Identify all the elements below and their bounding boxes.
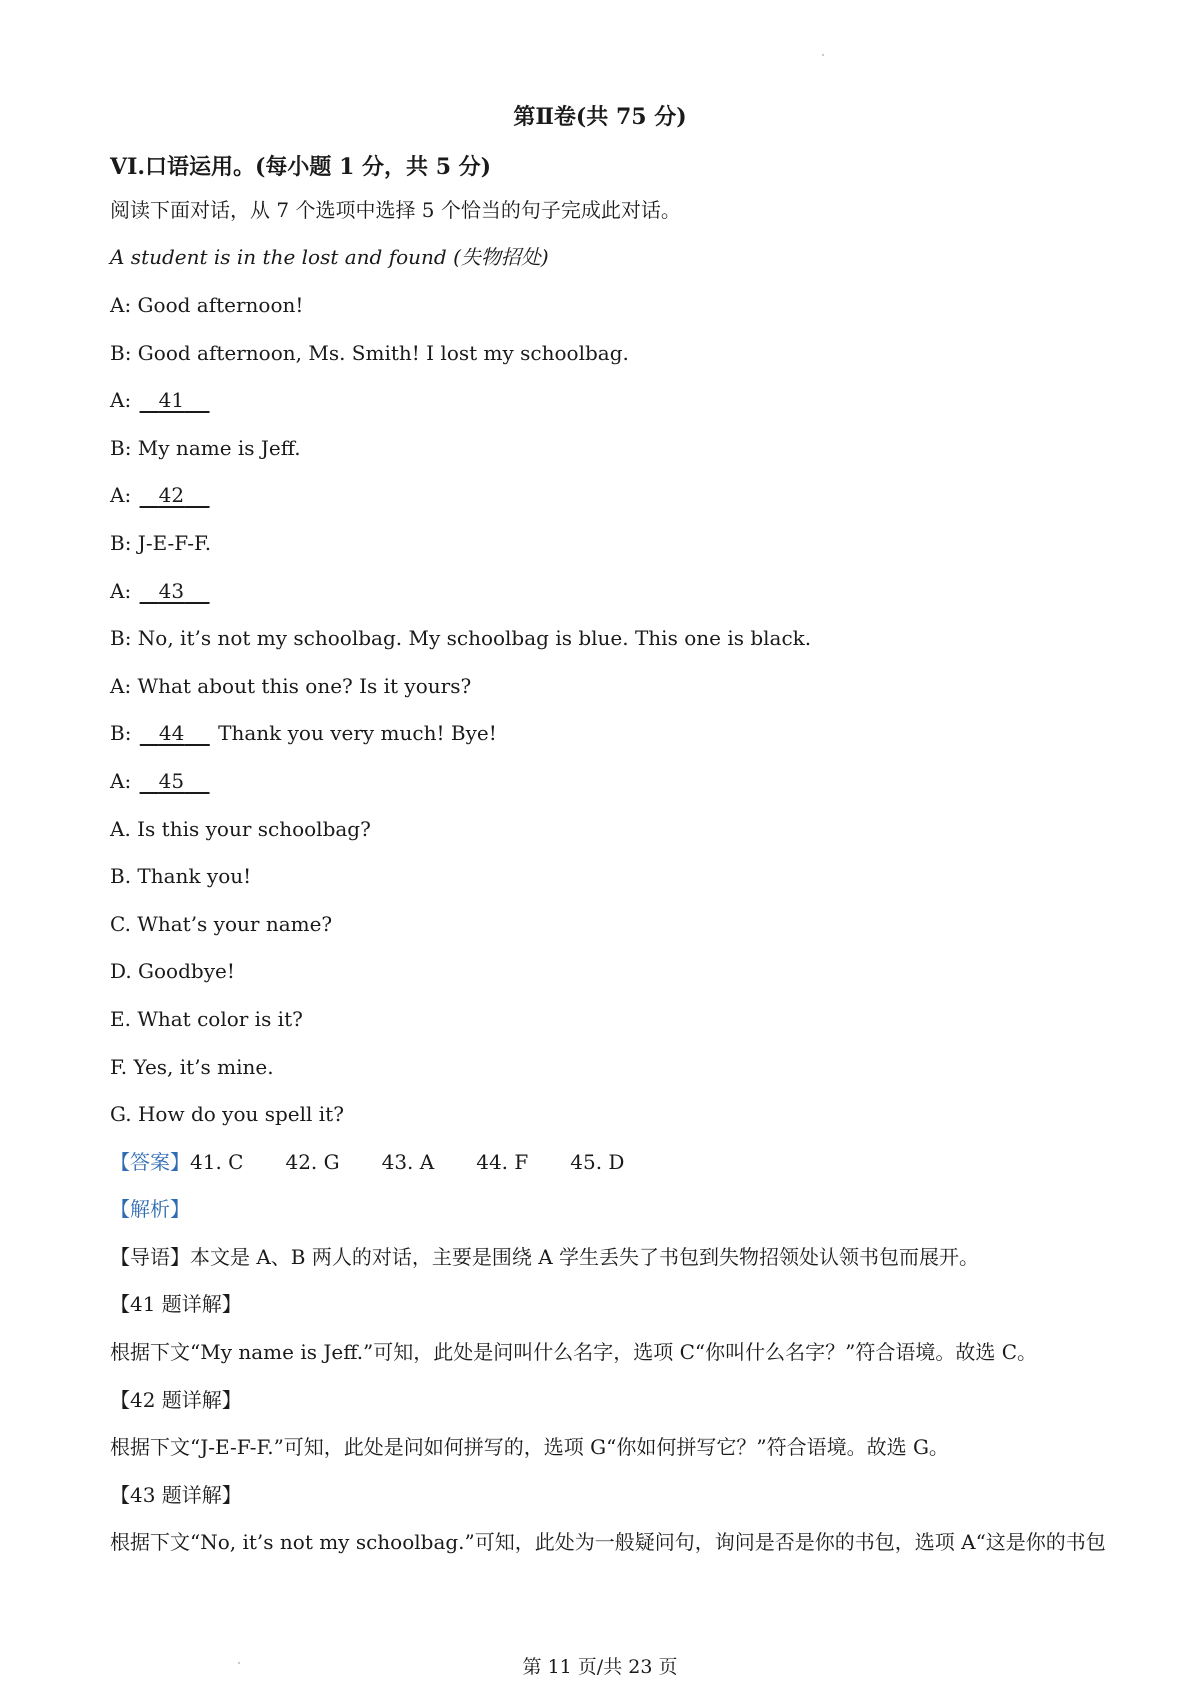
explanation-intro: 【导语】本文是 A、B 两人的对话，主要是围绕 A 学生丢失了书包到失物招领处认领书包而展开。 [110, 1245, 980, 1269]
answer-item: 44. F [476, 1150, 529, 1174]
scan-speck [822, 54, 824, 56]
answer-item: 41. C [190, 1150, 244, 1174]
option-b: B. Thank you! [110, 864, 252, 888]
answer-blank-43: 43 [158, 579, 185, 603]
page-footer: 第 11 页/共 23 页 [522, 1656, 678, 1678]
q42-text: 根据下文“J-E-F-F.”可知，此处是问如何拼写的，选项 G“你如何拼写它？”符合语境。故选 G。 [110, 1435, 949, 1459]
dialogue-text: My name is Jeff. [137, 436, 301, 460]
speaker-label: A: [110, 483, 132, 507]
option-a: A. Is this your schoolbag? [110, 817, 371, 841]
answer-item: 43. A [381, 1150, 435, 1174]
dialogue-text: Thank you very much! Bye! [218, 721, 497, 745]
answer-line [110, 1148, 666, 1176]
part-title: 第Ⅱ卷(共 75 分) [513, 104, 687, 130]
dialogue-line [110, 386, 212, 414]
dialogue-line [110, 434, 301, 462]
dialogue-text: J-E-F-F. [137, 531, 212, 555]
option-c: C. What’s your name? [110, 912, 333, 936]
answer-label: 【答案】 [110, 1150, 190, 1174]
answer-item: 42. G [285, 1150, 340, 1174]
speaker-label: A: [110, 579, 132, 603]
dialogue-line [110, 339, 629, 367]
dialogue-line [110, 719, 497, 747]
dialogue-line [110, 624, 811, 652]
q43-title: 【43 题详解】 [110, 1483, 242, 1507]
speaker-label: A: [110, 674, 132, 698]
answer-blank-42: 42 [158, 483, 185, 507]
option-d: D. Goodbye! [110, 959, 235, 983]
dialogue-context: A student is in the lost and found (失物招处) [110, 245, 549, 269]
option-e: E. What color is it? [110, 1007, 303, 1031]
q41-text: 根据下文“My name is Jeff.”可知，此处是问叫什么名字，选项 C“你叫什么名字？”符合语境。故选 C。 [110, 1340, 1038, 1364]
dialogue-line [110, 672, 471, 700]
dialogue-line [110, 529, 211, 557]
option-f: F. Yes, it’s mine. [110, 1055, 274, 1079]
speaker-label: A: [110, 388, 132, 412]
section-heading: VI.口语运用。(每小题 1 分，共 5 分) [110, 154, 492, 180]
dialogue-line [110, 291, 303, 319]
instruction-text: 阅读下面对话，从 7 个选项中选择 5 个恰当的句子完成此对话。 [110, 198, 681, 222]
speaker-label: B: [110, 531, 132, 555]
answer-blank-41: 41 [158, 388, 185, 412]
dialogue-line [110, 577, 212, 605]
speaker-label: B: [110, 721, 132, 745]
speaker-label: B: [110, 436, 132, 460]
dialogue-line [110, 767, 212, 795]
option-g: G. How do you spell it? [110, 1102, 344, 1126]
q43-text: 根据下文“No, it’s not my schoolbag.”可知，此处为一般疑问句，询问是否是你的书包，选项 A“这是你的书包 [110, 1530, 1106, 1554]
answer-blank-44: 44 [158, 721, 185, 745]
speaker-label: A: [110, 293, 132, 317]
analysis-label: 【解析】 [110, 1197, 190, 1221]
q42-title: 【42 题详解】 [110, 1388, 242, 1412]
dialogue-text: No, it’s not my schoolbag. My schoolbag is blue. This one is black. [137, 626, 812, 650]
speaker-label: A: [110, 769, 132, 793]
speaker-label: B: [110, 341, 132, 365]
speaker-label: B: [110, 626, 132, 650]
answer-item: 45. D [570, 1150, 625, 1174]
q41-title: 【41 题详解】 [110, 1292, 242, 1316]
answer-blank-45: 45 [158, 769, 185, 793]
dialogue-line [110, 481, 212, 509]
dialogue-text: Good afternoon! [137, 293, 304, 317]
dialogue-text: What about this one? Is it yours? [137, 674, 472, 698]
dialogue-text: Good afternoon, Ms. Smith! I lost my schoolbag. [137, 341, 629, 365]
